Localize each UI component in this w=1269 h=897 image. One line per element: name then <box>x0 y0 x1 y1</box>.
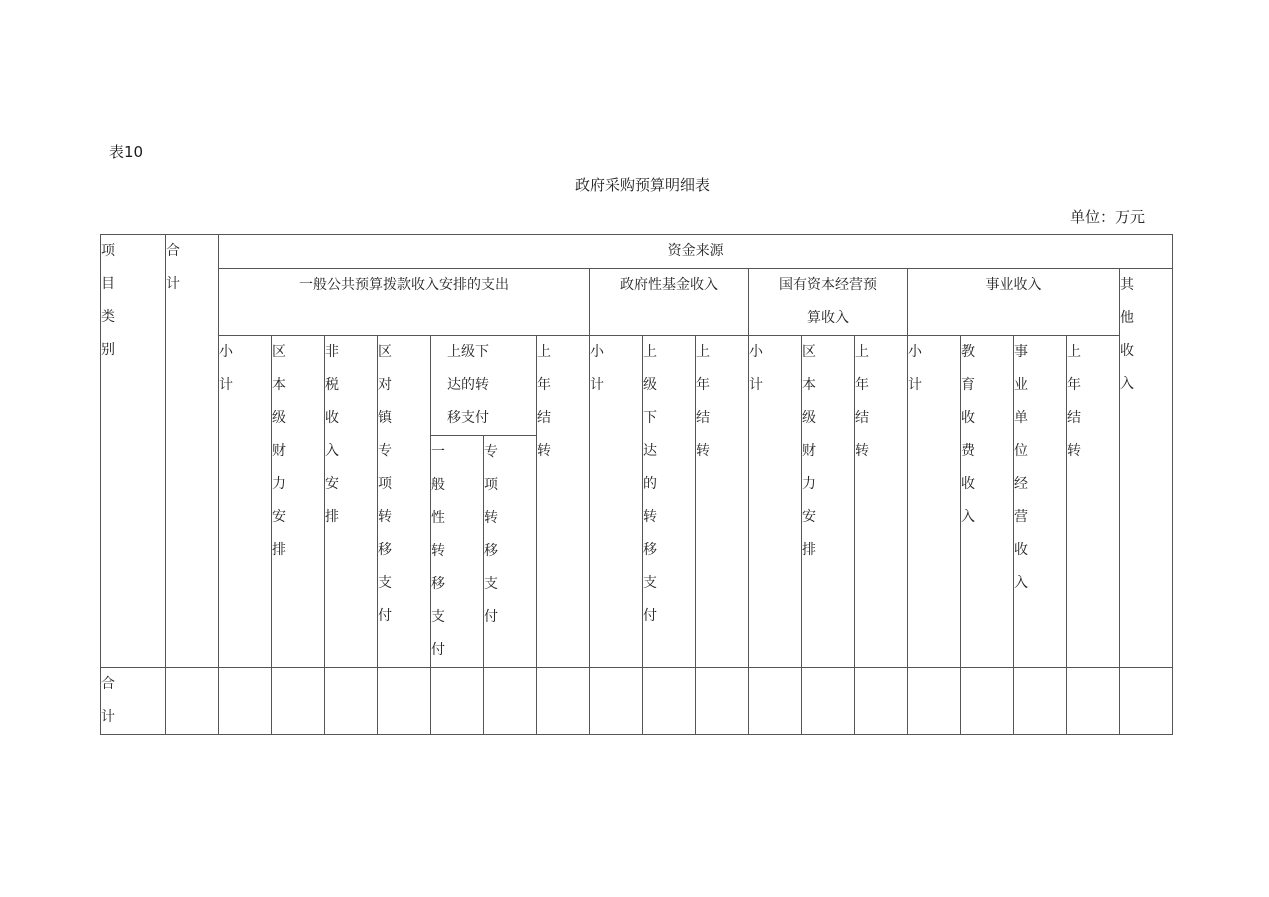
table-row-total <box>101 668 1173 735</box>
total-cell <box>378 668 431 735</box>
header-item-category-text: 项 目 类 别 <box>101 243 115 358</box>
header-sc-subtotal-text: 小 计 <box>749 344 763 393</box>
header-gp-district-text: 区 本 级 财 力 安 排 <box>272 344 286 558</box>
header-gp-subtotal <box>219 336 272 668</box>
total-cell <box>749 668 802 735</box>
total-cell <box>1014 668 1067 735</box>
header-gp-upper-general <box>431 436 484 668</box>
procurement-budget-table <box>100 234 1173 735</box>
total-cell <box>855 668 908 735</box>
header-total <box>166 235 219 668</box>
table-number-label: 表10 <box>109 143 144 161</box>
total-cell <box>272 668 325 735</box>
header-bi-education-text: 教 育 收 费 收 入 <box>961 344 975 525</box>
total-cell <box>1067 668 1120 735</box>
header-gp-upper-special <box>484 436 537 668</box>
header-gp-carryover <box>537 336 590 668</box>
header-sc-district-text: 区 本 级 财 力 安 排 <box>802 344 816 558</box>
header-gov-fund-income-text: 政府性基金收入 <box>620 277 718 293</box>
header-bi-subtotal <box>908 336 961 668</box>
header-gf-subtotal <box>590 336 643 668</box>
header-business-income-text: 事业收入 <box>985 277 1042 293</box>
header-gp-carryover-text: 上 年 结 转 <box>537 344 551 459</box>
header-sc-carryover <box>855 336 908 668</box>
total-cell <box>643 668 696 735</box>
header-gp-upper-transfer <box>431 336 537 436</box>
total-cell <box>696 668 749 735</box>
total-cell <box>325 668 378 735</box>
header-sc-subtotal <box>749 336 802 668</box>
header-gp-nontax <box>325 336 378 668</box>
header-bi-carryover-text: 上 年 结 转 <box>1067 344 1081 459</box>
header-funding-source-text: 资金来源 <box>667 243 724 259</box>
total-row-label <box>101 668 166 735</box>
header-gp-subtotal-text: 小 计 <box>219 344 233 393</box>
header-bi-operation <box>1014 336 1067 668</box>
total-cell <box>1120 668 1173 735</box>
header-funding-source <box>219 235 1173 269</box>
total-cell <box>484 668 537 735</box>
page-title: 政府采购预算明细表 <box>574 176 710 194</box>
header-business-income <box>908 269 1120 336</box>
header-sc-carryover-text: 上 年 结 转 <box>855 344 869 459</box>
total-cell <box>219 668 272 735</box>
header-other-income <box>1120 269 1173 668</box>
total-row-label-text: 合 计 <box>101 676 115 725</box>
header-bi-subtotal-text: 小 计 <box>908 344 922 393</box>
header-general-public-budget-text: 一般公共预算拨款收入安排的支出 <box>299 277 509 293</box>
header-gp-town-transfer <box>378 336 431 668</box>
unit-label: 单位：万元 <box>1069 208 1145 226</box>
total-cell <box>431 668 484 735</box>
header-state-capital-income-text: 国有资本经营预 算收入 <box>779 277 877 326</box>
total-cell <box>537 668 590 735</box>
header-other-income-text: 其 他 收 入 <box>1120 277 1134 392</box>
header-gp-town-transfer-text: 区 对 镇 专 项 转 移 支 付 <box>378 344 392 624</box>
total-cell <box>166 668 219 735</box>
header-gp-nontax-text: 非 税 收 入 安 排 <box>325 344 339 525</box>
header-gov-fund-income <box>590 269 749 336</box>
header-gp-district <box>272 336 325 668</box>
header-gf-subtotal-text: 小 计 <box>590 344 604 393</box>
total-cell <box>802 668 855 735</box>
header-gp-upper-special-text: 专 项 转 移 支 付 <box>484 444 498 625</box>
header-gf-carryover <box>696 336 749 668</box>
total-cell <box>908 668 961 735</box>
header-bi-carryover <box>1067 336 1120 668</box>
header-bi-education <box>961 336 1014 668</box>
total-cell <box>961 668 1014 735</box>
header-total-text: 合 计 <box>166 243 180 292</box>
header-state-capital-income <box>749 269 908 336</box>
header-general-public-budget <box>219 269 590 336</box>
header-sc-district <box>802 336 855 668</box>
header-gf-upper-transfer <box>643 336 696 668</box>
total-cell <box>590 668 643 735</box>
header-gf-carryover-text: 上 年 结 转 <box>696 344 710 459</box>
header-bi-operation-text: 事 业 单 位 经 营 收 入 <box>1014 344 1028 591</box>
header-gp-upper-transfer-text: 上级下 达的转 移支付 <box>447 344 489 426</box>
header-gp-upper-general-text: 一 般 性 转 移 支 付 <box>431 444 445 658</box>
header-gf-upper-transfer-text: 上 级 下 达 的 转 移 支 付 <box>643 344 657 624</box>
header-item-category <box>101 235 166 668</box>
